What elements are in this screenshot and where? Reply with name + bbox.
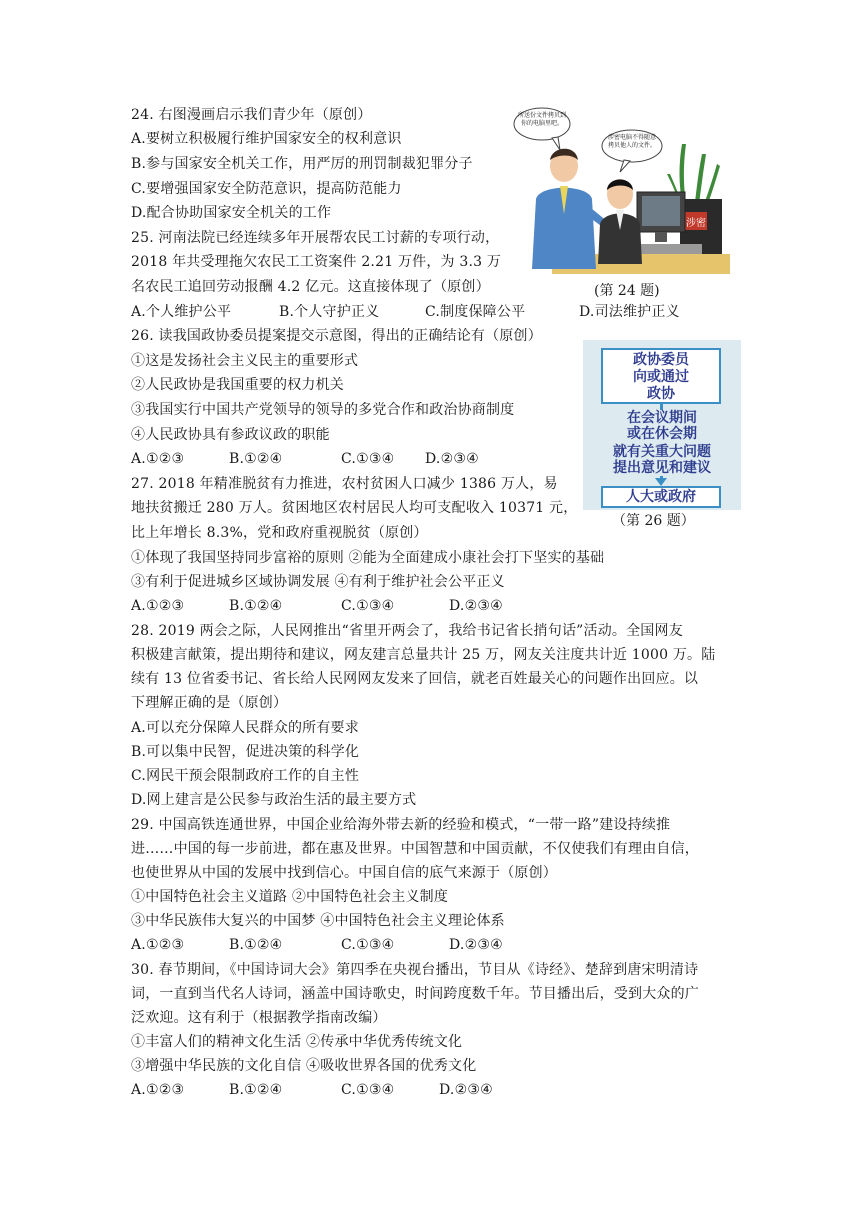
q27-line-3: 比上年增长 8.3%，党和政府重视脱贫（原创） bbox=[131, 525, 428, 541]
q24-option-c: C.要增强国家安全防范意识，提高防范能力 bbox=[131, 181, 402, 197]
flow-box1-line2: 向或通过 bbox=[633, 369, 689, 385]
q25-line-3: 名农民工追回劳动报酬 4.2 亿元。这直接体现了（原创） bbox=[131, 279, 490, 295]
q27-statements-3-4: ③有利于促进城乡区域协调发展 ④有利于维护社会公平正义 bbox=[131, 574, 505, 590]
q28-line-3: 续有 13 位省委书记、省长给人民网网友发来了回信，就老百姓最关心的问题作出回应。以 bbox=[131, 671, 699, 687]
q28-option-c: C.网民干预会限制政府工作的自主性 bbox=[131, 768, 360, 784]
q30-option-c: C.①③④ bbox=[341, 1082, 395, 1098]
q29-options bbox=[131, 936, 503, 954]
q29-option-d: D.②③④ bbox=[449, 937, 503, 953]
q29-option-a: A.①②③ bbox=[131, 937, 185, 953]
q29-option-c: C.①③④ bbox=[341, 937, 395, 953]
q28-line-1: 28. 2019 两会之际，人民网推出“省里开两会了，我给书记省长捎句话”活动。全国网友 bbox=[131, 623, 683, 639]
q26-option-a: A.①②③ bbox=[131, 451, 185, 467]
q30-line-3: 泛欢迎。这有利于（根据教学指南改编） bbox=[131, 1010, 387, 1026]
q28-option-b: B.可以集中民智，促进决策的科学化 bbox=[131, 744, 360, 760]
q25-line-1: 25. 河南法院已经连续多年开展帮农民工讨薪的专项行动， bbox=[131, 230, 500, 246]
q25-option-d: D.司法维护正义 bbox=[579, 304, 680, 320]
q25-option-c: C.制度保障公平 bbox=[425, 304, 526, 320]
q26-options bbox=[131, 450, 479, 468]
q30-statements-3-4: ③增强中华民族的文化自信 ④吸收世界各国的优秀文化 bbox=[131, 1058, 477, 1074]
flow-box-npc-or-government: 人大或政府 bbox=[601, 486, 721, 508]
q27-option-b: B.①②④ bbox=[229, 598, 283, 614]
flow-box1-line1: 政协委员 bbox=[633, 352, 689, 368]
q27-line-1: 27. 2018 年精准脱贫有力推进，农村贫困人口减少 1386 万人，易 bbox=[131, 476, 558, 492]
q29-option-b: B.①②④ bbox=[229, 937, 283, 953]
speech-bubble-left: 所送份文件拷贝到你的电脑里吧。 bbox=[518, 112, 567, 127]
q26-option-b: B.①②④ bbox=[229, 451, 283, 467]
q26-statement-3: ③我国实行中国共产党领导的领导的多党合作和政治协商制度 bbox=[131, 402, 515, 418]
flow-box-committee-member bbox=[601, 348, 721, 404]
flow-text1-line1: 在会议期间 bbox=[627, 410, 697, 426]
seal-label: 涉密 bbox=[686, 218, 706, 229]
q26-statement-4: ④人民政协具有参政议政的职能 bbox=[131, 427, 330, 443]
q26-flow-diagram bbox=[583, 340, 741, 510]
q27-line-2: 地扶贫搬迁 280 万人。贫困地区农村居民人均可支配收入 10371 元， bbox=[131, 500, 578, 516]
q25-options bbox=[131, 303, 680, 321]
q30-options bbox=[131, 1081, 493, 1099]
q29-statements-1-2: ①中国特色社会主义道路 ②中国特色社会主义制度 bbox=[131, 889, 449, 905]
flow-arrowhead-down-icon bbox=[655, 478, 667, 486]
q28-option-d: D.网上建言是公民参与政治生活的最主要方式 bbox=[131, 792, 417, 808]
q30-option-b: B.①②④ bbox=[229, 1082, 283, 1098]
q27-statements-1-2: ①体现了我国坚持同步富裕的原则 ②能为全面建成小康社会打下坚实的基础 bbox=[131, 550, 605, 566]
q26-stem: 26. 读我国政协委员提案提交示意图，得出的正确结论有（原创） bbox=[131, 328, 542, 344]
q30-option-d: D.②③④ bbox=[439, 1082, 493, 1098]
q25-line-2: 2018 年共受理拖欠农民工工资案件 2.21 万件，为 3.3 万 bbox=[131, 254, 502, 270]
flow-text-proposal bbox=[591, 444, 733, 476]
q24-option-d: D.配合协助国家安全机关的工作 bbox=[131, 205, 332, 221]
q30-statements-1-2: ①丰富人们的精神文化生活 ②传承中华优秀传统文化 bbox=[131, 1034, 463, 1050]
flow-text2-line1: 就有关重大问题 bbox=[613, 444, 711, 460]
q25-option-b: B.个人守护正义 bbox=[279, 304, 380, 320]
flow-text-period bbox=[591, 410, 733, 442]
q30-line-1: 30. 春节期间，《中国诗词大会》第四季在央视台播出，节目从《诗经》、楚辞到唐宋明清诗 bbox=[131, 962, 699, 978]
q28-option-a: A.可以充分保障人民群众的所有要求 bbox=[131, 720, 359, 736]
q30-option-a: A.①②③ bbox=[131, 1082, 185, 1098]
q27-options bbox=[131, 597, 503, 615]
flow-text2-line2: 提出意见和建议 bbox=[613, 460, 711, 476]
q29-line-1: 29. 中国高铁连通世界，中国企业给海外带去新的经验和模式，“一带一路”建设持续推 bbox=[131, 817, 671, 833]
q24-option-b: B.参与国家安全机关工作，用严厉的刑罚制裁犯罪分子 bbox=[131, 156, 473, 172]
q27-option-d: D.②③④ bbox=[449, 598, 503, 614]
flow-box1-line3: 政协 bbox=[647, 386, 675, 402]
q26-statement-2: ②人民政协是我国重要的权力机关 bbox=[131, 377, 344, 393]
q26-statement-1: ①这是发扬社会主义民主的重要形式 bbox=[131, 353, 359, 369]
flow-text1-line2: 或在休会期 bbox=[627, 426, 697, 442]
q24-stem: 24. 右图漫画启示我们青少年（原创） bbox=[131, 107, 372, 123]
q25-option-a: A.个人维护公平 bbox=[131, 304, 232, 320]
q28-line-4: 下理解正确的是（原创） bbox=[131, 695, 288, 711]
q29-statements-3-4: ③中华民族伟大复兴的中国梦 ④中国特色社会主义理论体系 bbox=[131, 913, 505, 929]
q29-line-2: 进……中国的每一步前进，都在惠及世界。中国智慧和中国贡献，不仅使我们有理由自信， bbox=[131, 841, 699, 857]
q28-line-2: 积极建言献策，提出期待和建议，网友建言总量共计 25 万，网友关注度共计近 1000 万。陆 bbox=[131, 647, 716, 663]
q30-line-2: 词，一直到当代名人诗词，涵盖中国诗歌史，时间跨度数千年。节目播出后，受到大众的广 bbox=[131, 986, 699, 1002]
q26-figure-caption: （第 26 题） bbox=[612, 513, 695, 529]
q24-cartoon-illustration bbox=[512, 104, 730, 274]
q26-option-d: D.②③④ bbox=[425, 451, 479, 467]
q26-option-c: C.①③④ bbox=[341, 451, 395, 467]
q27-option-a: A.①②③ bbox=[131, 598, 185, 614]
q24-figure-caption: (第 24 题) bbox=[594, 283, 660, 299]
q24-option-a: A.要树立积极履行维护国家安全的权利意识 bbox=[131, 131, 402, 147]
q29-line-3: 也使世界从中国的发展中找到信心。中国自信的底气来源于（原创） bbox=[131, 865, 557, 881]
speech-bubble-right: 涉密电脑不得随意拷贝他人的文件。 bbox=[607, 134, 656, 149]
q27-option-c: C.①③④ bbox=[341, 598, 395, 614]
